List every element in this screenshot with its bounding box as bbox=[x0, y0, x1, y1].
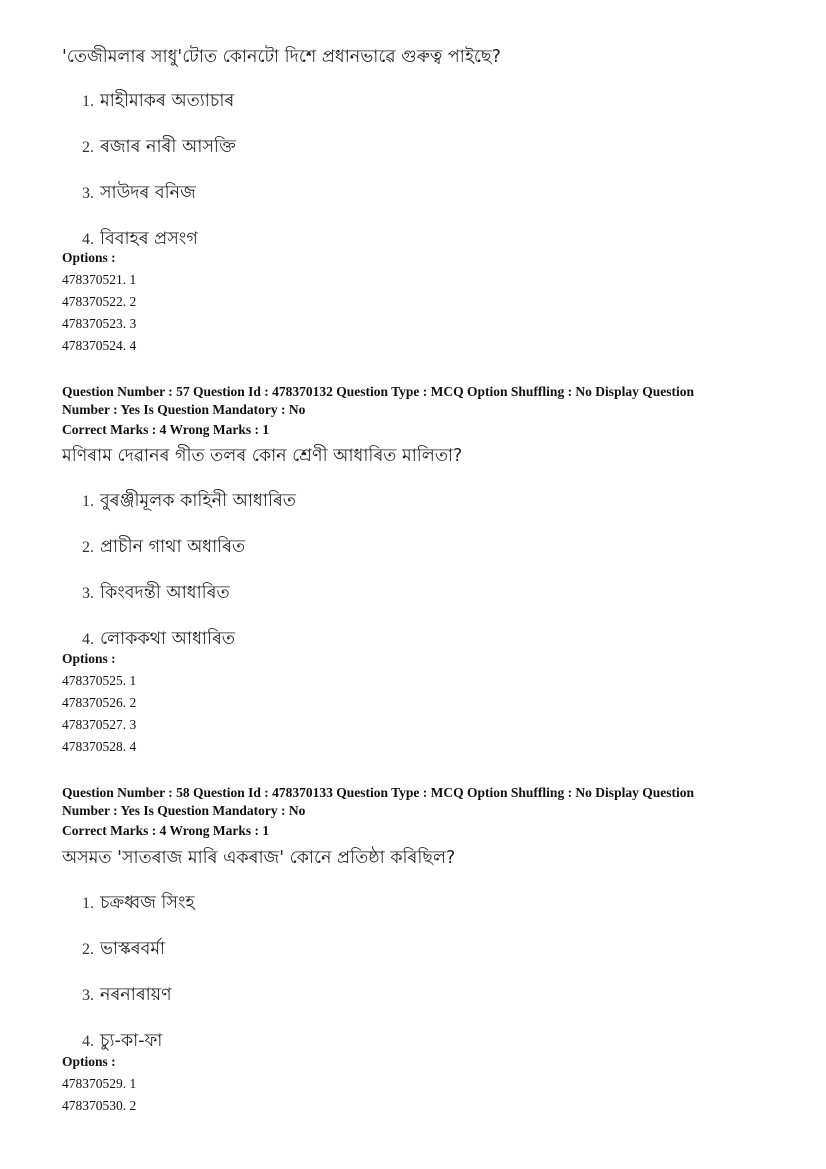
choice-3: 3. সাউদৰ বনিজ bbox=[82, 183, 196, 203]
options-label: Options : bbox=[62, 1054, 116, 1069]
question-header: Question Number : 57 Question Id : 478370132 Question Type : MCQ Option Shuffling : No Display Question bbox=[62, 384, 694, 399]
choice-2: 2. ভাস্কৰবৰ্মা bbox=[82, 939, 166, 959]
options-label: Options : bbox=[62, 651, 116, 666]
question-text: মণিৰাম দেৱানৰ গীত তলৰ কোন শ্ৰেণী আধাৰিত মালিতা? bbox=[62, 446, 463, 466]
option-id: 478370530. 2 bbox=[62, 1098, 137, 1113]
choice-2: 2. ৰজাৰ নাৰী আসক্তি bbox=[82, 137, 236, 157]
option-id: 478370529. 1 bbox=[62, 1076, 137, 1091]
option-id: 478370525. 1 bbox=[62, 673, 137, 688]
marks-line: Correct Marks : 4 Wrong Marks : 1 bbox=[62, 422, 270, 437]
choice-4: 4. লোককথা আধাৰিত bbox=[82, 629, 235, 649]
question-text: 'তেজীমলাৰ সাধু'টোত কোনটো দিশে প্ৰধানভাৱে গুৰুত্ব পাইছে? bbox=[62, 47, 501, 67]
choice-1: 1. বুৰঞ্জীমূলক কাহিনী আধাৰিত bbox=[82, 491, 296, 511]
option-id: 478370527. 3 bbox=[62, 717, 137, 732]
choice-1: 1. চক্ৰধ্বজ সিংহ bbox=[82, 893, 195, 913]
options-label: Options : bbox=[62, 250, 116, 265]
choice-2: 2. প্ৰাচীন গাথা অধাৰিত bbox=[82, 537, 246, 557]
question-text: অসমত 'সাতৰাজ মাৰি একৰাজ' কোনে প্ৰতিষ্ঠা কৰিছিল? bbox=[62, 848, 456, 868]
choice-4: 4. চ্যু-কা-ফা bbox=[82, 1031, 163, 1051]
question-header-cont: Number : Yes Is Question Mandatory : No bbox=[62, 402, 306, 417]
option-id: 478370521. 1 bbox=[62, 272, 137, 287]
marks-line: Correct Marks : 4 Wrong Marks : 1 bbox=[62, 823, 270, 838]
choice-3: 3. নৰনাৰায়ণ bbox=[82, 985, 172, 1005]
option-id: 478370522. 2 bbox=[62, 294, 137, 309]
question-header: Question Number : 58 Question Id : 478370133 Question Type : MCQ Option Shuffling : No Display Question bbox=[62, 785, 694, 800]
option-id: 478370528. 4 bbox=[62, 739, 137, 754]
option-id: 478370526. 2 bbox=[62, 695, 137, 710]
choice-4: 4. বিবাহৰ প্ৰসংগ bbox=[82, 229, 198, 249]
option-id: 478370524. 4 bbox=[62, 338, 137, 353]
choice-3: 3. কিংবদন্তী আধাৰিত bbox=[82, 583, 230, 603]
question-header-cont: Number : Yes Is Question Mandatory : No bbox=[62, 803, 306, 818]
choice-1: 1. মাহীমাকৰ অত্যাচাৰ bbox=[82, 91, 235, 111]
option-id: 478370523. 3 bbox=[62, 316, 137, 331]
